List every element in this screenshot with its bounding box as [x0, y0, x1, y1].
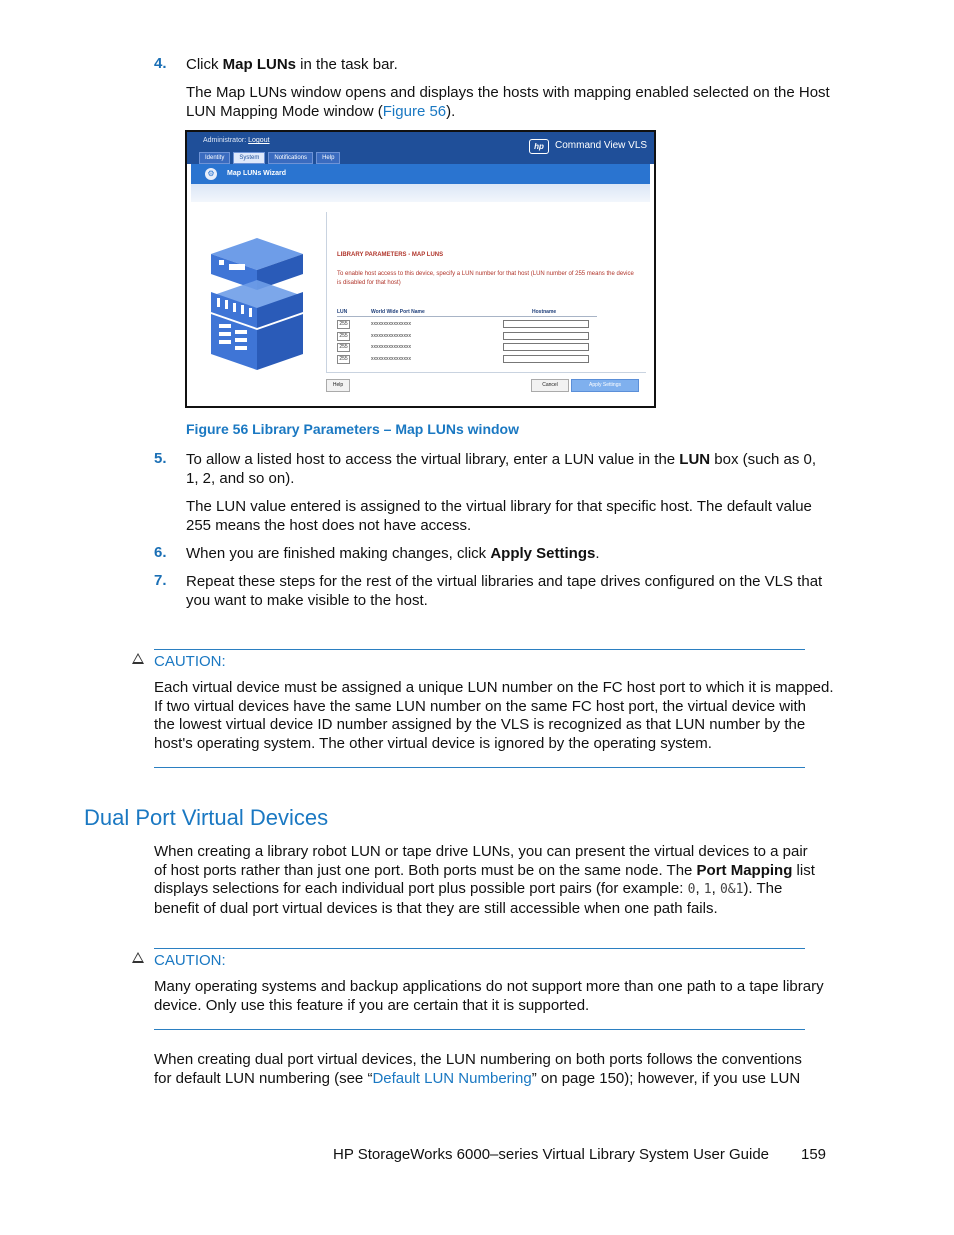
tab-help[interactable]: Help [316, 152, 340, 164]
step-4-text-pre: Click [186, 56, 223, 73]
logout-link[interactable]: Logout [248, 137, 270, 144]
tab-notifications[interactable]: Notifications [268, 152, 313, 164]
final-para-line1: When creating dual port virtual devices, the LUN numbering on both ports follows the conventions [154, 1051, 802, 1068]
step-7-line2: you want to make visible to the host. [186, 592, 428, 609]
dual-port-line3-pre: displays selections for each individual port plus possible port pairs (for example: [154, 880, 688, 897]
step-4-number: 4. [154, 55, 167, 72]
dual-port-line2-pre: of host ports rather than just one port. Both ports must be on the same node. The [154, 862, 697, 879]
caution-1-line3: the lowest virtual device ID number assigned by the VLS is recognized as that LUN number by the [154, 716, 806, 733]
column-header-hostname: Hostname [532, 309, 557, 315]
final-para-line2-post: ” on page 150); however, if you use LUN [531, 1070, 801, 1087]
caution-1-line2: If two virtual devices have the same LUN number on the same FC host port, the virtual device with [154, 698, 806, 715]
step-6-text-pre: When you are finished making changes, click [186, 545, 491, 562]
table-row [337, 320, 597, 329]
wizard-gear-icon: ⚙ [205, 168, 217, 180]
apply-settings-term: Apply Settings [490, 545, 596, 562]
step-5-line1-pre: To allow a listed host to access the virtual library, enter a LUN value in the [186, 451, 680, 468]
dual-port-line3-post: ). The [743, 880, 783, 897]
caution-1-top-rule [154, 649, 805, 650]
lun-term: LUN [679, 451, 711, 468]
wwpn-value: xxxxxxxxxxxxxxxx [371, 321, 411, 327]
caution-1-bottom-rule [154, 767, 805, 768]
figure-56-link[interactable]: Figure 56 [382, 103, 447, 120]
cancel-button[interactable]: Cancel [531, 379, 569, 392]
hostname-field[interactable] [503, 343, 589, 351]
step-7-number: 7. [154, 572, 167, 589]
caution-warning-icon [132, 653, 144, 664]
caution-1-label: CAUTION: [154, 653, 226, 670]
caution-2-label: CAUTION: [154, 952, 226, 969]
lun-input[interactable]: 255 [337, 332, 350, 341]
final-para-line2 [154, 1069, 800, 1088]
footer-title: HP StorageWorks 6000–series Virtual Library System User Guide [333, 1146, 770, 1163]
admin-line [203, 137, 270, 144]
footer-divider [326, 372, 646, 373]
step-4-text [186, 55, 398, 74]
step-6-text-post: . [595, 545, 600, 562]
hostname-field[interactable] [503, 355, 589, 363]
code-port-pair: 0&1 [719, 882, 744, 897]
nav-tabs [199, 152, 340, 164]
admin-label: Administrator: [203, 137, 249, 144]
caution-2-top-rule [154, 948, 805, 949]
dual-port-line2 [154, 861, 815, 880]
table-row [337, 343, 597, 352]
step-4-para-line2-post: ). [446, 103, 456, 120]
section-description: To enable host access to this device, specify a LUN number for that host (LUN number of 255 means the device is disabled for that host) [337, 271, 634, 286]
lun-input[interactable]: 255 [337, 343, 350, 352]
step-4-text-post: in the task bar. [296, 56, 398, 73]
wwpn-value: xxxxxxxxxxxxxxxx [371, 356, 411, 362]
page-number: 159 [801, 1146, 827, 1163]
dual-port-line2-post: list [792, 862, 815, 879]
dual-port-line1: When creating a library robot LUN or tape drive LUNs, you can present the virtual devices to a pair [154, 843, 808, 860]
column-header-lun: LUN [337, 309, 348, 315]
help-button[interactable]: Help [326, 379, 350, 392]
section-heading: Dual Port Virtual Devices [84, 805, 329, 830]
step-5-line2: 1, 2, and so on). [186, 470, 295, 487]
step-5-line1-post: box (such as 0, [710, 451, 817, 468]
lun-input[interactable]: 255 [337, 355, 350, 364]
step-4-para-line2-pre: LUN Mapping Mode window ( [186, 103, 383, 120]
step-4-para-line2 [186, 102, 455, 121]
wwpn-value: xxxxxxxxxxxxxxxx [371, 333, 411, 339]
app-title: Command View VLS [555, 140, 648, 151]
caution-1-line4: host's operating system. The other virtual device is ignored by the operating system. [154, 735, 712, 752]
lun-input[interactable]: 255 [337, 320, 350, 329]
step-5-line1 [186, 450, 816, 469]
code-port-1: 1 [703, 882, 712, 897]
content-divider [326, 212, 327, 372]
window-header [187, 132, 654, 164]
caution-warning-icon [132, 952, 144, 963]
wizard-bar [191, 164, 650, 184]
table-row [337, 355, 597, 364]
code-port-0: 0 [687, 882, 696, 897]
step-5-number: 5. [154, 450, 167, 467]
hostname-field[interactable] [503, 320, 589, 328]
wwpn-value: xxxxxxxxxxxxxxxx [371, 344, 411, 350]
port-mapping-term: Port Mapping [696, 862, 793, 879]
step-6-text [186, 544, 600, 563]
tape-library-illustration-icon [207, 232, 307, 372]
dual-port-line3 [154, 879, 782, 899]
step-4-para-line1: The Map LUNs window opens and displays the hosts with mapping enabled selected on the Host [186, 84, 830, 101]
caution-2-bottom-rule [154, 1029, 805, 1030]
step-5-para-line1: The LUN value entered is assigned to the virtual library for that specific host. The default value [186, 498, 812, 515]
column-header-wwpn: World Wide Port Name [371, 309, 425, 315]
final-para-line2-pre: for default LUN numbering (see “ [154, 1070, 373, 1087]
map-luns-term: Map LUNs [222, 56, 297, 73]
table-row [337, 332, 597, 341]
step-6-number: 6. [154, 544, 167, 561]
caution-1-line1: Each virtual device must be assigned a unique LUN number on the FC host port to which it is mapped. [154, 679, 834, 696]
code-separator-1: , [695, 880, 704, 897]
header-underline [337, 316, 597, 317]
hostname-field[interactable] [503, 332, 589, 340]
tab-identity[interactable]: Identity [199, 152, 230, 164]
section-title: LIBRARY PARAMETERS - MAP LUNS [337, 252, 444, 258]
wizard-title: Map LUNs Wizard [227, 170, 287, 177]
caution-2-line1: Many operating systems and backup applications do not support more than one path to a tape library [154, 978, 824, 995]
hp-logo-icon: hp [529, 139, 549, 154]
apply-settings-button[interactable]: Apply Settings [571, 379, 639, 392]
step-7-line1: Repeat these steps for the rest of the virtual libraries and tape drives configured on the VLS that [186, 573, 823, 590]
code-separator-2: , [711, 880, 720, 897]
sub-bar [191, 184, 650, 202]
tab-system[interactable]: System [233, 152, 265, 164]
figure-caption: Figure 56 Library Parameters – Map LUNs window [186, 421, 519, 437]
dual-port-line4: benefit of dual port virtual devices is that they are still accessible when one path fails. [154, 900, 718, 917]
step-5-para-line2: 255 means the host does not have access. [186, 517, 472, 534]
default-lun-numbering-link[interactable]: Default LUN Numbering [372, 1070, 532, 1087]
caution-2-line2: device. Only use this feature if you are certain that it is supported. [154, 997, 590, 1014]
map-luns-window-screenshot [185, 130, 656, 408]
